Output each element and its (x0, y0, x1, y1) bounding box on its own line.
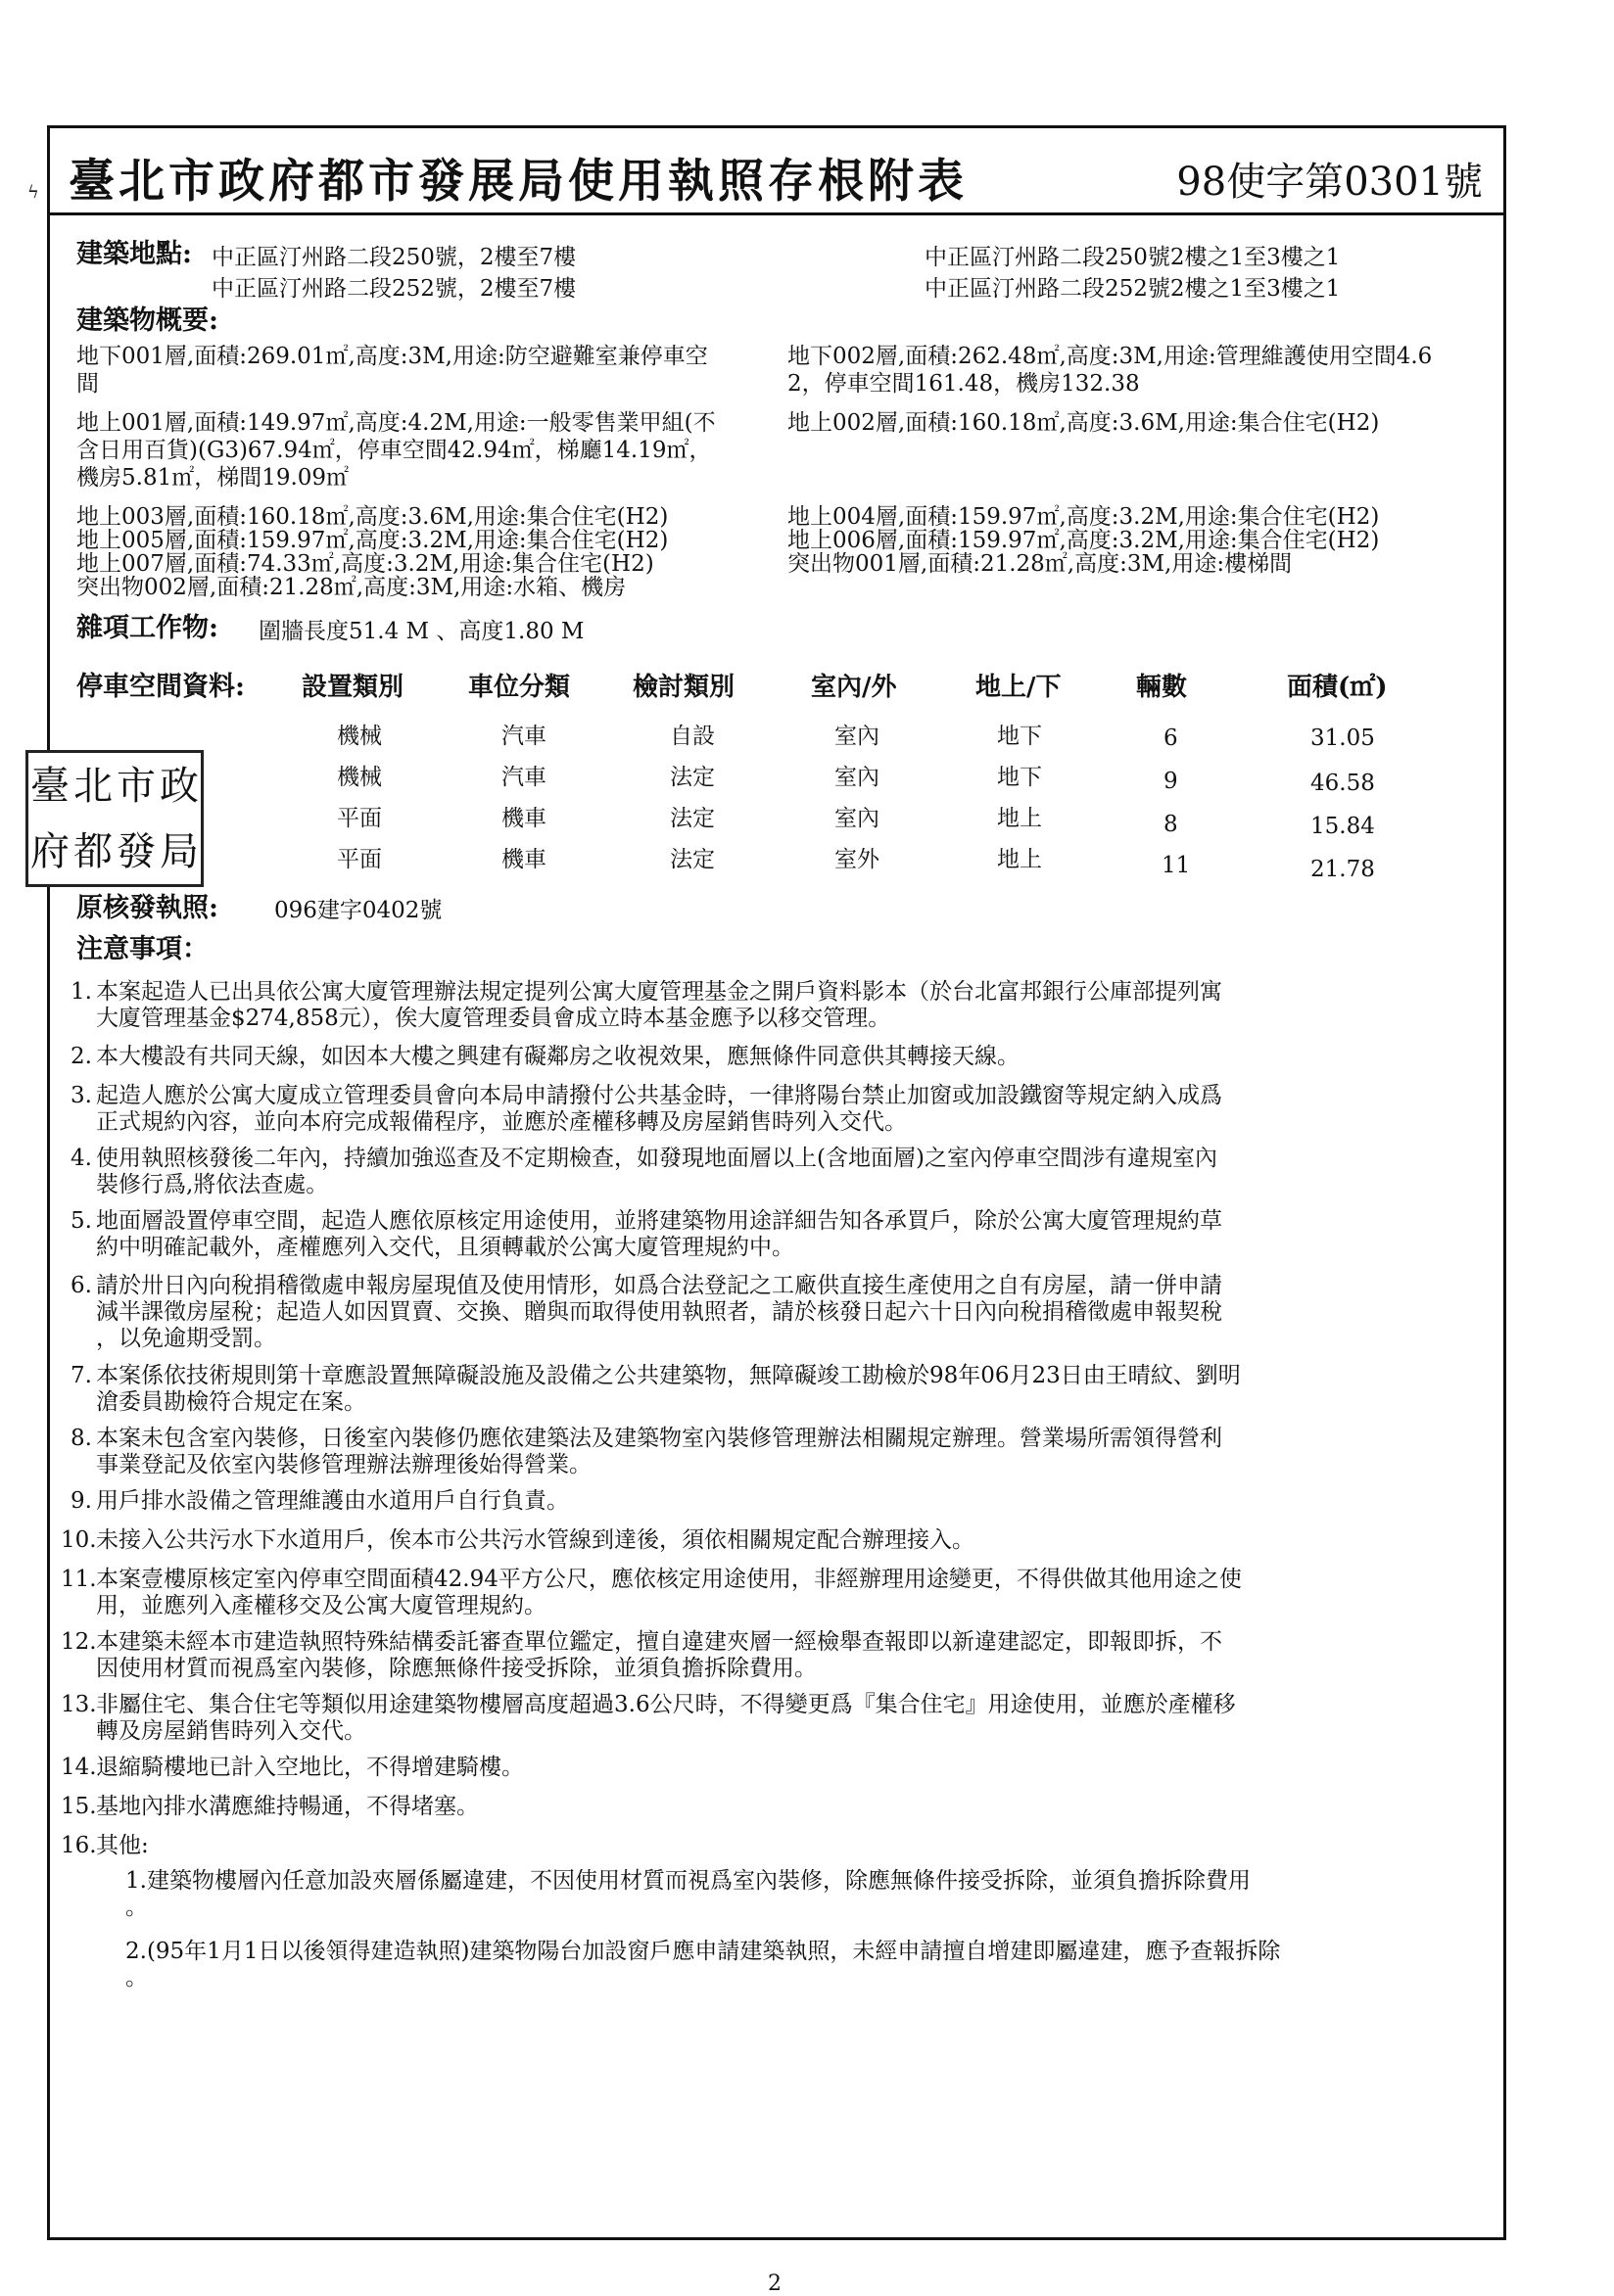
floor-4: 地上004層,面積:159.97㎡,高度:3.2M,用途:集合住宅(H2) (787, 504, 1380, 530)
parking-header-level: 地上/下 (975, 673, 1062, 702)
note-number: 15. (61, 1794, 97, 1819)
parking-header-area: 面積(㎡) (1287, 673, 1388, 702)
note-line: 本案起造人已出具依公寓大廈管理辦法規定提列公寓大廈管理基金之開戶資料影本（於台北富邦銀行公庫部提列寓 (96, 979, 1222, 1005)
roof-2: 突出物002層,面積:21.28㎡,高度:3M,用途:水箱、機房 (76, 575, 627, 600)
parking-row-4-review: 法定 (670, 847, 715, 872)
parking-row-2-type: 機械 (337, 765, 382, 790)
note-line: 本案壹樓原核定室內停車空間面積42.94平方公尺，應依核定用途使用，非經辦理用途變更，不得供做其他用途之使 (96, 1567, 1242, 1592)
parking-row-1-count: 6 (1163, 726, 1178, 751)
parking-row-1-area: 31.05 (1310, 726, 1375, 751)
note-item (71, 979, 1496, 1032)
parking-row-3-inout: 室內 (834, 806, 879, 831)
note-number: 1. (71, 979, 92, 1005)
parking-row-3-count: 8 (1163, 812, 1178, 837)
note-line: 滄委員勘檢符合規定在案。 (96, 1389, 366, 1415)
notes-label: 注意事項： (76, 934, 209, 964)
note-item (71, 1273, 1496, 1352)
seal-char: 府 (30, 828, 70, 874)
parking-row-3-area: 15.84 (1310, 814, 1375, 839)
note-line: 事業登記及依室內裝修管理辦法辦理後始得營業。 (96, 1452, 592, 1477)
note-line: 基地內排水溝應維持暢通，不得堵塞。 (96, 1794, 479, 1819)
page-title: 臺北市政府都市發展局使用執照存根附表 (69, 155, 968, 209)
note-line: 非屬住宅、集合住宅等類似用途建築物樓層高度超過3.6公尺時，不得變更爲『集合住宅』用途使用，並應於產權移 (96, 1692, 1236, 1717)
parking-row-2-class: 汽車 (501, 765, 546, 790)
note-item (71, 1083, 1496, 1136)
note-number: 11. (61, 1567, 97, 1592)
floor-3: 地上003層,面積:160.18㎡,高度:3.6M,用途:集合住宅(H2) (76, 504, 669, 530)
parking-row-4-inout: 室外 (834, 847, 879, 872)
note-line: 其他: (96, 1833, 149, 1858)
parking-header-type: 設置類別 (302, 673, 404, 702)
seal-char: 市 (117, 763, 156, 809)
parking-row-4-count: 11 (1162, 853, 1191, 878)
note-number: 4. (71, 1146, 92, 1171)
note-line: 轉及房屋銷售時列入交代。 (96, 1718, 366, 1744)
overview-label: 建築物概要: (76, 305, 218, 336)
note-number: 2. (71, 1044, 92, 1069)
parking-row-1-inout: 室內 (834, 724, 879, 749)
note-line: 起造人應於公寓大廈成立管理委員會向本局申請撥付公共基金時，一律將陽台禁止加窗或加設鐵窗等規定納入成爲 (96, 1083, 1222, 1108)
parking-row-3-class: 機車 (501, 806, 546, 831)
note-item (61, 1567, 1496, 1619)
note-item (71, 1044, 1496, 1070)
parking-row-1-type: 機械 (337, 724, 382, 749)
note-number: 12. (61, 1629, 97, 1655)
note-line: 減半課徵房屋稅；起造人如因買賣、交換、贈與而取得使用執照者，請於核發日起六十日內向稅捐稽徵處申報契稅 (96, 1299, 1222, 1325)
note-item (61, 1692, 1496, 1745)
note-line: 用，並應列入產權移交及公寓大廈管理規約。 (96, 1593, 546, 1618)
note-line: 本建築未經本市建造執照特殊結構委託審查單位鑑定，擅自違建夾層一經檢舉查報即以新違建認定，即報即拆，不 (96, 1629, 1222, 1655)
parking-row-3-type: 平面 (337, 806, 382, 831)
site-address-right-1: 中正區汀州路二段250號2樓之1至3樓之1 (925, 245, 1341, 270)
note-line: 未接入公共污水下水道用戶，俟本市公共污水管線到達後，須依相關規定配合辦理接入。 (96, 1527, 974, 1553)
note-line: 本案未包含室內裝修，日後室內裝修仍應依建築法及建築物室內裝修管理辦法相關規定辦理。營業場所需領得營利 (96, 1426, 1222, 1451)
parking-row-3-review: 法定 (670, 806, 715, 831)
site-address-left-2: 中正區汀州路二段252號，2樓至7樓 (212, 276, 577, 302)
parking-row-3-level: 地上 (997, 806, 1042, 831)
floor-1-line-2: 含日用百貨)(G3)67.94㎡，停車空間42.94㎡，梯廳14.19㎡， (76, 438, 712, 463)
note-number: 3. (71, 1083, 92, 1108)
note-item (71, 1426, 1496, 1478)
floor-b2-line-2: 2，停車空間161.48，機房132.38 (787, 371, 1140, 397)
floor-b1-line-2: 間 (76, 371, 99, 397)
parking-row-2-inout: 室內 (834, 765, 879, 790)
seal-char: 臺 (30, 763, 70, 809)
note-number: 9. (71, 1488, 92, 1514)
floor-b1-line-1: 地下001層,面積:269.01㎡,高度:3M,用途:防空避難室兼停車空 (76, 344, 708, 369)
misc-value: 圍牆長度51.4 M 、高度1.80 M (259, 619, 585, 644)
note-item (61, 1833, 1496, 1859)
parking-row-2-count: 9 (1163, 769, 1178, 794)
floor-1-line-3: 機房5.81㎡，梯間19.09㎡ (76, 465, 350, 491)
site-address-right-2: 中正區汀州路二段252號2樓之1至3樓之1 (925, 276, 1341, 302)
note-sub-line: 。 (125, 1965, 148, 1991)
floor-6: 地上006層,面積:159.97㎡,高度:3.2M,用途:集合住宅(H2) (787, 528, 1380, 553)
note-line: 地面層設置停車空間，起造人應依原核定用途使用，並將建築物用途詳細告知各承買戶，除於公寓大廈管理規約草 (96, 1208, 1222, 1234)
note-line: 使用執照核發後二年內，持續加強巡查及不定期檢查，如發現地面層以上(含地面層)之室內停車空間涉有違規室內 (96, 1146, 1217, 1171)
header (47, 125, 1506, 215)
parking-row-1-class: 汽車 (501, 724, 546, 749)
note-item (61, 1794, 1496, 1820)
note-item (71, 1488, 1496, 1515)
note-line: 正式規約內容，並向本府完成報備程序，並應於產權移轉及房屋銷售時列入交代。 (96, 1109, 907, 1135)
parking-header-count: 輛數 (1136, 673, 1188, 702)
note-sub-line: 。 (125, 1895, 148, 1920)
note-number: 6. (71, 1273, 92, 1298)
note-number: 7. (71, 1363, 92, 1388)
note-line: 請於卅日內向稅捐稽徵處申報房屋現值及使用情形，如爲合法登記之工廠供直接生產使用之自有房屋，請一併申請 (96, 1273, 1222, 1298)
note-number: 14. (61, 1755, 97, 1780)
original-permit-label: 原核發執照: (76, 893, 218, 923)
note-line: 用戶排水設備之管理維護由水道用戶自行負責。 (96, 1488, 569, 1514)
note-item (61, 1527, 1496, 1554)
note-line: 本大樓設有共同天線，如因本大樓之興建有礙鄰房之收視效果，應無條件同意供其轉接天線。 (96, 1044, 1020, 1069)
note-number: 10. (61, 1527, 97, 1553)
note-line: 本案係依技術規則第十章應設置無障礙設施及設備之公共建築物，無障礙竣工勘檢於98年06月23日由王晴紋、劉明 (96, 1363, 1241, 1388)
note-line: ，以免逾期受罰。 (96, 1326, 276, 1351)
note-line: 約中明確記載外，產權應列入交代，且須轉載於公寓大廈管理規約中。 (96, 1235, 794, 1260)
seal-char: 北 (73, 763, 113, 809)
note-line: 裝修行爲,將依法查處。 (96, 1172, 329, 1197)
floor-b2-line-1: 地下002層,面積:262.48㎡,高度:3M,用途:管理維護使用空間4.6 (787, 344, 1433, 369)
roof-1: 突出物001層,面積:21.28㎡,高度:3M,用途:樓梯間 (787, 551, 1293, 577)
parking-row-4-class: 機車 (501, 847, 546, 872)
official-seal (25, 750, 204, 887)
parking-row-1-level: 地下 (997, 724, 1042, 749)
parking-header-inout: 室內/外 (811, 673, 897, 702)
seal-char: 局 (160, 828, 199, 874)
note-sub-line: 2.(95年1月1日以後領得建造執照)建築物陽台加設窗戶應申請建築執照，未經申請擅自增建即屬違建，應予查報拆除 (125, 1939, 1281, 1964)
parking-row-1-review: 自設 (670, 724, 715, 749)
note-item (71, 1363, 1496, 1416)
note-sub-item (125, 1868, 1496, 1921)
note-number: 16. (61, 1833, 97, 1858)
note-item (61, 1755, 1496, 1781)
margin-mark: ϟ (27, 182, 39, 203)
note-line: 因使用材質而視爲室內裝修，除應無條件接受拆除，並須負擔拆除費用。 (96, 1656, 817, 1681)
parking-row-4-level: 地上 (997, 847, 1042, 872)
note-sub-item (125, 1939, 1496, 1991)
note-item (61, 1629, 1496, 1682)
note-line: 大廈管理基金$274,858元），俟大廈管理委員會成立時本基金應予以移交管理。 (96, 1006, 891, 1031)
floor-1-line-1: 地上001層,面積:149.97㎡,高度:4.2M,用途:一般零售業甲組(不 (76, 410, 716, 436)
parking-header-class: 車位分類 (468, 673, 571, 702)
note-item (71, 1146, 1496, 1198)
note-number: 5. (71, 1208, 92, 1234)
seal-char: 政 (160, 763, 199, 809)
misc-label: 雜項工作物: (76, 613, 218, 643)
note-number: 8. (71, 1426, 92, 1451)
parking-label: 停車空間資料: (76, 672, 245, 702)
seal-char: 都 (73, 828, 113, 874)
note-line: 退縮騎樓地已計入空地比，不得增建騎樓。 (96, 1755, 524, 1780)
parking-header-review: 檢討類別 (633, 673, 736, 702)
permit-number: 98使字第0301號 (1176, 160, 1483, 205)
original-permit-value: 096建字0402號 (274, 898, 443, 923)
parking-row-2-area: 46.58 (1310, 771, 1375, 796)
site-address-left-1: 中正區汀州路二段250號，2樓至7樓 (212, 245, 577, 270)
note-sub-line: 1.建築物樓層內任意加設夾層係屬違建，不因使用材質而視爲室內裝修，除應無條件接受拆除，並須負擔拆除費用 (125, 1868, 1251, 1894)
floor-2: 地上002層,面積:160.18㎡,高度:3.6M,用途:集合住宅(H2) (787, 410, 1380, 436)
parking-row-2-level: 地下 (997, 765, 1042, 790)
parking-row-4-area: 21.78 (1310, 857, 1375, 882)
seal-char: 發 (117, 828, 156, 874)
floor-7: 地上007層,面積:74.33㎡,高度:3.2M,用途:集合住宅(H2) (76, 551, 654, 577)
floor-5: 地上005層,面積:159.97㎡,高度:3.2M,用途:集合住宅(H2) (76, 528, 669, 553)
site-label: 建築地點: (76, 239, 192, 269)
note-number: 13. (61, 1692, 97, 1717)
page-number: 2 (768, 2272, 782, 2296)
parking-row-2-review: 法定 (670, 765, 715, 790)
parking-row-4-type: 平面 (337, 847, 382, 872)
note-item (71, 1208, 1496, 1261)
